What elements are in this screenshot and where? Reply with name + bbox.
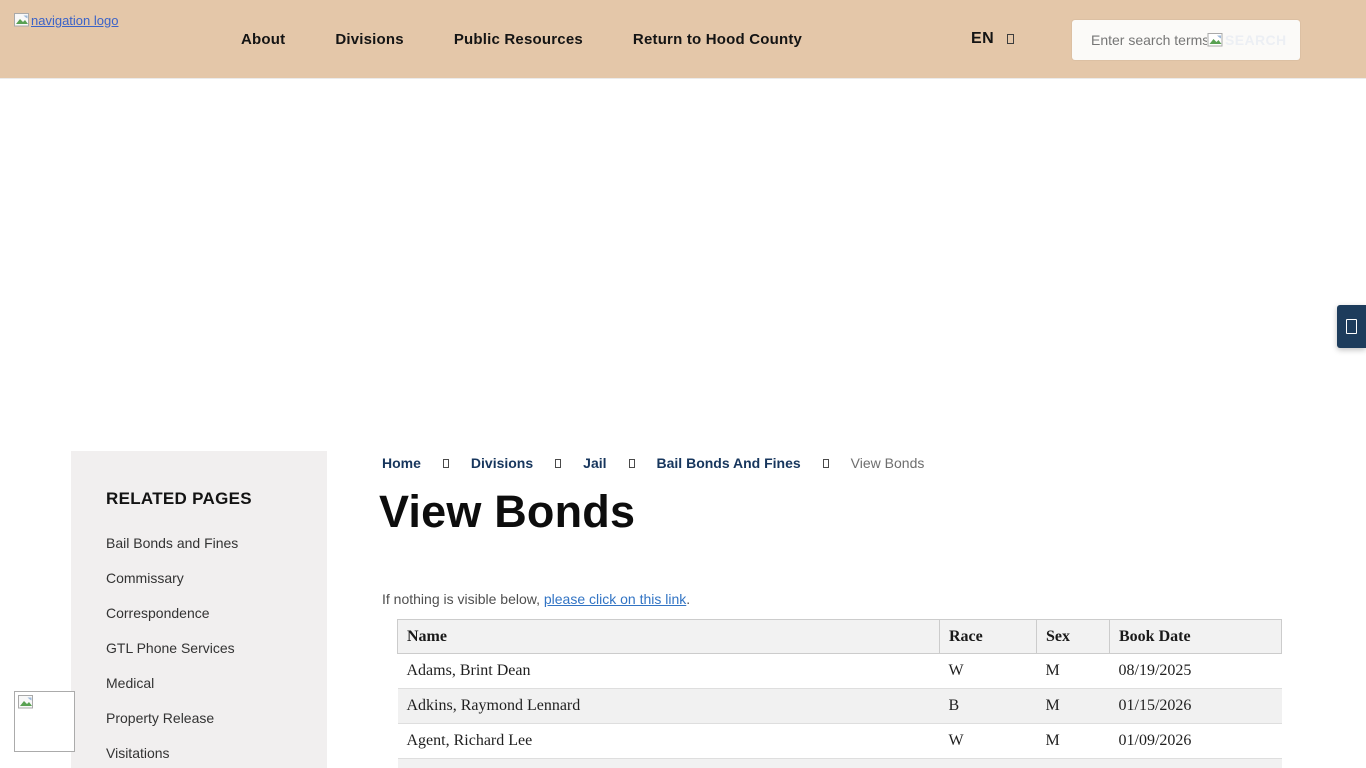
sidebar-item-label[interactable]: Property Release	[106, 709, 215, 726]
site-logo-link[interactable]	[14, 13, 118, 28]
cell-name: Adkins, Raymond Lennard	[398, 689, 940, 724]
sidebar-list	[106, 525, 327, 768]
language-selector[interactable]	[971, 0, 1014, 78]
search-button[interactable]	[1207, 32, 1287, 48]
breadcrumb-bail-bonds-and-fines[interactable]: Bail Bonds And Fines	[656, 455, 801, 471]
breadcrumb	[382, 455, 924, 471]
sidebar-item-label[interactable]: Commissary	[106, 569, 184, 586]
sidebar-item-gtl-phone-services[interactable]	[106, 630, 327, 665]
related-pages-sidebar	[71, 451, 327, 768]
breadcrumb-jail[interactable]: Jail	[583, 455, 607, 471]
cell-sex: M	[1037, 654, 1110, 689]
cell-sex: M	[1037, 689, 1110, 724]
broken-image-icon	[18, 695, 34, 710]
page-title: View Bonds	[379, 486, 636, 537]
chevron-down-icon	[1007, 34, 1014, 44]
column-header-book-date: Book Date	[1110, 620, 1282, 654]
breadcrumb-current: View Bonds	[850, 455, 925, 471]
image-placeholder	[14, 691, 75, 752]
breadcrumb-separator-icon	[555, 459, 561, 468]
breadcrumb-separator-icon	[823, 459, 829, 468]
broken-image-icon	[14, 13, 30, 28]
table-row-partial	[398, 759, 1282, 768]
cell-race: W	[940, 654, 1037, 689]
cell-book-date: 01/09/2026	[1110, 724, 1282, 759]
broken-image-icon	[1207, 33, 1224, 48]
top-navigation-bar	[0, 0, 1366, 78]
bonds-table	[397, 619, 1282, 768]
cell-race: B	[940, 689, 1037, 724]
nav-item-divisions[interactable]: Divisions	[335, 30, 404, 48]
breadcrumb-separator-icon	[443, 459, 449, 468]
fallback-note	[382, 591, 690, 607]
cell-book-date: 01/15/2026	[1110, 689, 1282, 724]
missing-glyph-icon	[1346, 319, 1357, 334]
sidebar-item-correspondence[interactable]	[106, 595, 327, 630]
sidebar-item-medical[interactable]	[106, 665, 327, 700]
sidebar-item-label[interactable]: Correspondence	[106, 604, 210, 621]
sidebar-item-label[interactable]: GTL Phone Services	[106, 639, 235, 656]
table-row	[398, 724, 1282, 759]
breadcrumb-separator-icon	[629, 459, 635, 468]
sidebar-heading: RELATED PAGES	[106, 489, 252, 508]
cell-name: Agent, Richard Lee	[398, 724, 940, 759]
nav-item-about[interactable]: About	[241, 30, 286, 48]
cell-sex: M	[1037, 724, 1110, 759]
cell-book-date: 08/19/2025	[1110, 654, 1282, 689]
fallback-note-text: If nothing is visible below,	[382, 591, 544, 607]
cell-name: Adams, Brint Dean	[398, 654, 940, 689]
column-header-sex: Sex	[1037, 620, 1110, 654]
language-label: EN	[971, 30, 995, 47]
fallback-note-suffix: .	[686, 591, 691, 607]
cell-race: W	[940, 724, 1037, 759]
side-panel-toggle-button[interactable]	[1337, 305, 1366, 348]
sidebar-item-property-release[interactable]	[106, 700, 327, 735]
nav-item-return-to-hood-county[interactable]: Return to Hood County	[632, 30, 803, 48]
sidebar-item-label[interactable]: Bail Bonds and Fines	[106, 534, 239, 551]
table-row	[398, 689, 1282, 724]
main-menu	[241, 0, 802, 78]
search-box	[1072, 20, 1300, 60]
sidebar-item-commissary[interactable]	[106, 560, 327, 595]
breadcrumb-divisions[interactable]: Divisions	[470, 455, 534, 471]
table-row	[398, 654, 1282, 689]
breadcrumb-home[interactable]: Home	[382, 455, 421, 471]
sidebar-item-bail-bonds-and-fines[interactable]	[106, 525, 327, 560]
column-header-race: Race	[940, 620, 1037, 654]
nav-item-public-resources[interactable]: Public Resources	[453, 30, 583, 48]
search-button-label: SEARCH	[1225, 32, 1287, 48]
search-input[interactable]	[1091, 25, 1207, 55]
sidebar-item-label[interactable]: Visitations	[106, 744, 170, 761]
logo-alt-text: navigation logo	[31, 13, 119, 28]
column-header-name: Name	[398, 620, 940, 654]
table-header-row	[398, 620, 1282, 654]
sidebar-item-label[interactable]: Medical	[106, 674, 155, 691]
sidebar-item-visitations[interactable]	[106, 735, 327, 768]
fallback-link[interactable]: please click on this link	[543, 591, 687, 607]
